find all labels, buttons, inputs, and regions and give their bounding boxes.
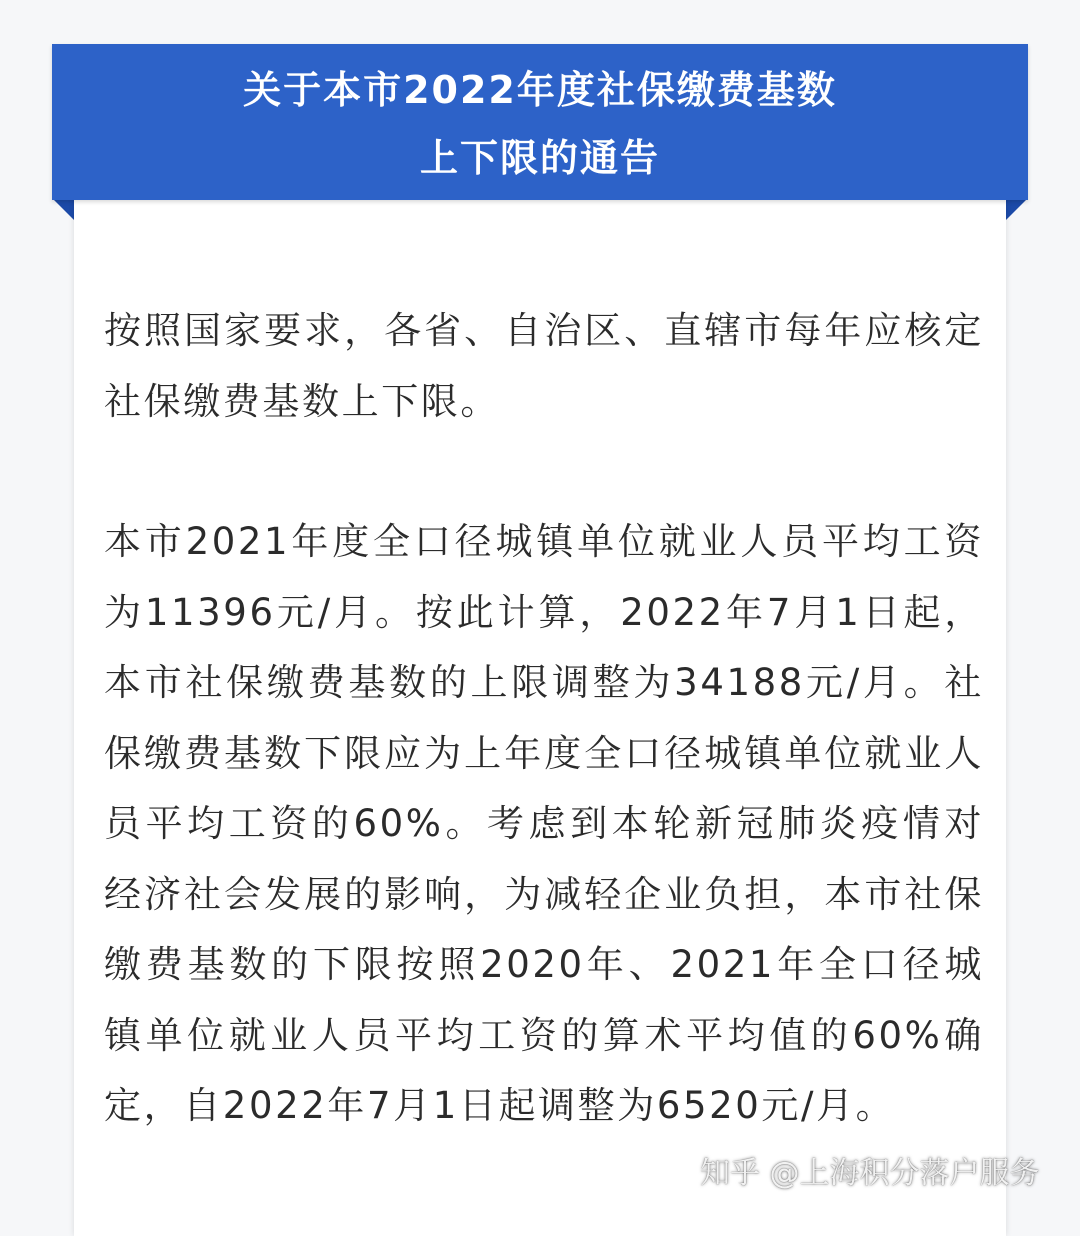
zhihu-watermark: 知乎 @上海积分落户服务 — [700, 1156, 1040, 1191]
notice-paragraph-1: 按照国家要求，各省、自治区、直辖市每年应核定社保缴费基数上下限。 — [104, 309, 984, 423]
banner-fold-right — [1006, 198, 1028, 220]
notice-title-line-2: 上下限的通告 — [419, 136, 660, 180]
notice-title-line-1: 关于本市2022年度社保缴费基数 — [243, 68, 837, 112]
notice-paragraph-2: 本市2021年度全口径城镇单位就业人员平均工资为11396元/月。按此计算，2022年7月1日起，本市社保缴费基数的上限调整为34188元/月。社保缴费基数下限应为上年度全口径城镇单位就业人员平均工资的60%。考虑到本轮新冠肺炎疫情对经济社会发展的影响，为减轻企业负担，本市社保缴费基数的下限按照2020年、2021年全口径城镇单位就业人员平均工资的算术平均值的60%确定，自2022年7月1日起调整为6520元/月。 — [104, 520, 984, 1127]
title-banner — [52, 44, 1028, 200]
banner-fold-left — [52, 198, 74, 220]
